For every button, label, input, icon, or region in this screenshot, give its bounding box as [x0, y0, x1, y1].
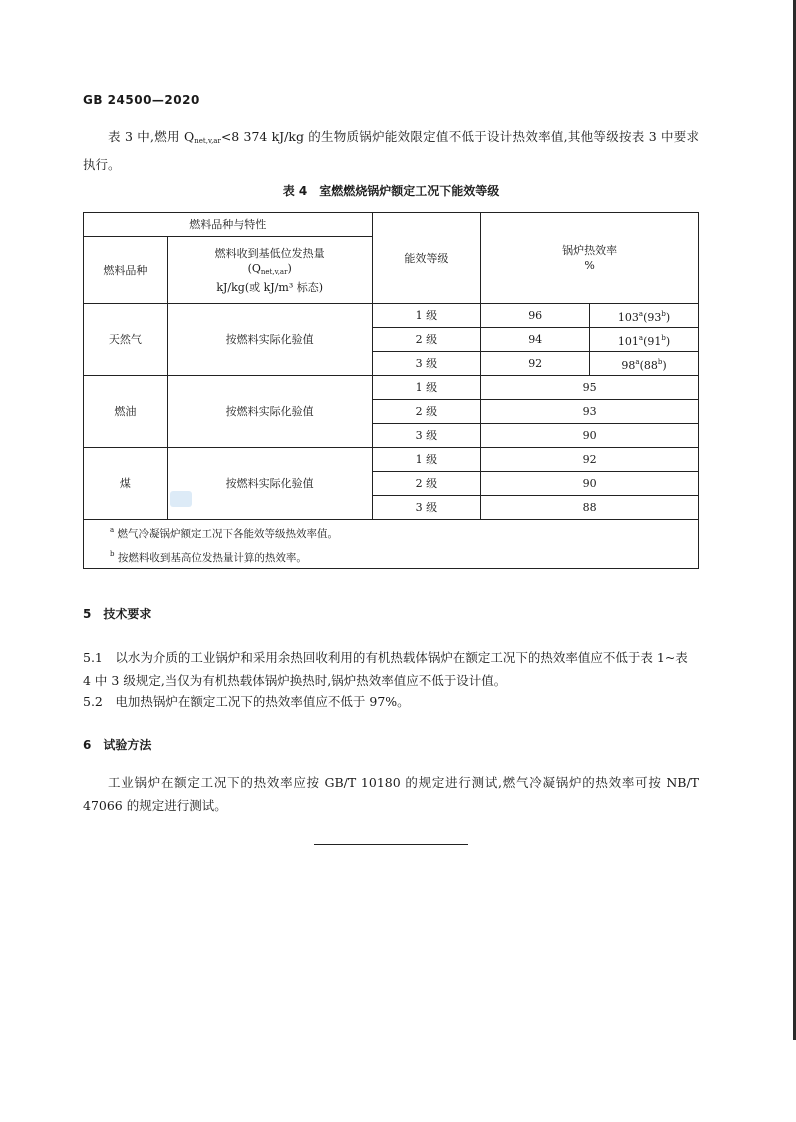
fuel-cell: 燃油: [84, 376, 168, 448]
grade-cell: 3 级: [372, 352, 481, 376]
intro-paragraph: 表 3 中,燃用 $Q_{net,v,ar}<8$ 374 kJ/kg 的生物质锅炉能效限定值不低于设计热效率值,其他等级按表 3 中要求执行。: [83, 129, 699, 172]
header-heating-value: 燃料收到基低位发热量 $(Q_{net,v,ar})$ kJ/kg(或 kJ/m³ 标态): [167, 237, 372, 304]
fuel-cell: 煤: [84, 448, 168, 520]
header-fuel-type: 燃料品种: [84, 237, 168, 304]
efficiency-grade-table: [83, 212, 699, 569]
header-efficiency: 锅炉热效率 %: [481, 213, 699, 304]
value-cell: 103$^a$(93$^b$): [590, 304, 699, 328]
clause-5-1: 5.1 以水为介质的工业锅炉和采用余热回收利用的有机热载体锅炉在额定工况下的热效率值应不低于表 1~表 4 中 3 级规定,当仅为有机热载体锅炉换热时,锅炉热效率值应不低于设计值。: [83, 650, 688, 688]
end-rule: [314, 844, 468, 845]
footnote-b: $^b$ 按燃料收到基高位发热量计算的热效率。: [110, 550, 307, 564]
value-cell: 93: [481, 400, 699, 424]
table-row: [84, 304, 699, 328]
value-cell: 92: [481, 448, 699, 472]
grade-cell: 3 级: [372, 424, 481, 448]
header-grade: 能效等级: [372, 213, 481, 304]
watermark-logo: [170, 491, 192, 507]
table-row: [84, 213, 699, 237]
table-row: [84, 520, 699, 569]
basis-cell: 按燃料实际化验值: [167, 304, 372, 376]
fuel-cell: 天然气: [84, 304, 168, 376]
grade-cell: 2 级: [372, 328, 481, 352]
grade-cell: 1 级: [372, 376, 481, 400]
grade-cell: 2 级: [372, 400, 481, 424]
table-row: [84, 448, 699, 472]
footnote-a: $^a$ 燃气冷凝锅炉额定工况下各能效等级热效率值。: [110, 526, 339, 540]
section-6-paragraph: 工业锅炉在额定工况下的热效率应按 GB/T 10180 的规定进行测试,燃气冷凝锅炉的热效率可按 NB/T 47066 的规定进行测试。: [83, 775, 699, 813]
table-notes: [84, 520, 699, 569]
section-5-title: 5 技术要求: [83, 607, 152, 621]
table-row: [84, 376, 699, 400]
section-6-title: 6 试验方法: [83, 738, 152, 752]
table-title: 表 4 室燃燃烧锅炉额定工况下能效等级: [282, 184, 500, 198]
basis-cell: 按燃料实际化验值: [167, 376, 372, 448]
standard-number: GB 24500—2020: [83, 93, 200, 107]
grade-cell: 2 级: [372, 472, 481, 496]
header-fuel-characteristics: 燃料品种与特性: [84, 213, 373, 237]
value-cell: 88: [481, 496, 699, 520]
value-cell: 90: [481, 472, 699, 496]
value-cell: 90: [481, 424, 699, 448]
value-cell: 94: [481, 328, 590, 352]
value-cell: 96: [481, 304, 590, 328]
basis-cell: 按燃料实际化验值: [167, 448, 372, 520]
value-cell: 101$^a$(91$^b$): [590, 328, 699, 352]
value-cell: 98$^a$(88$^b$): [590, 352, 699, 376]
value-cell: 95: [481, 376, 699, 400]
grade-cell: 3 级: [372, 496, 481, 520]
grade-cell: 1 级: [372, 448, 481, 472]
grade-cell: 1 级: [372, 304, 481, 328]
clause-5-2: 5.2 电加热锅炉在额定工况下的热效率值应不低于 97%。: [83, 694, 410, 709]
value-cell: 92: [481, 352, 590, 376]
